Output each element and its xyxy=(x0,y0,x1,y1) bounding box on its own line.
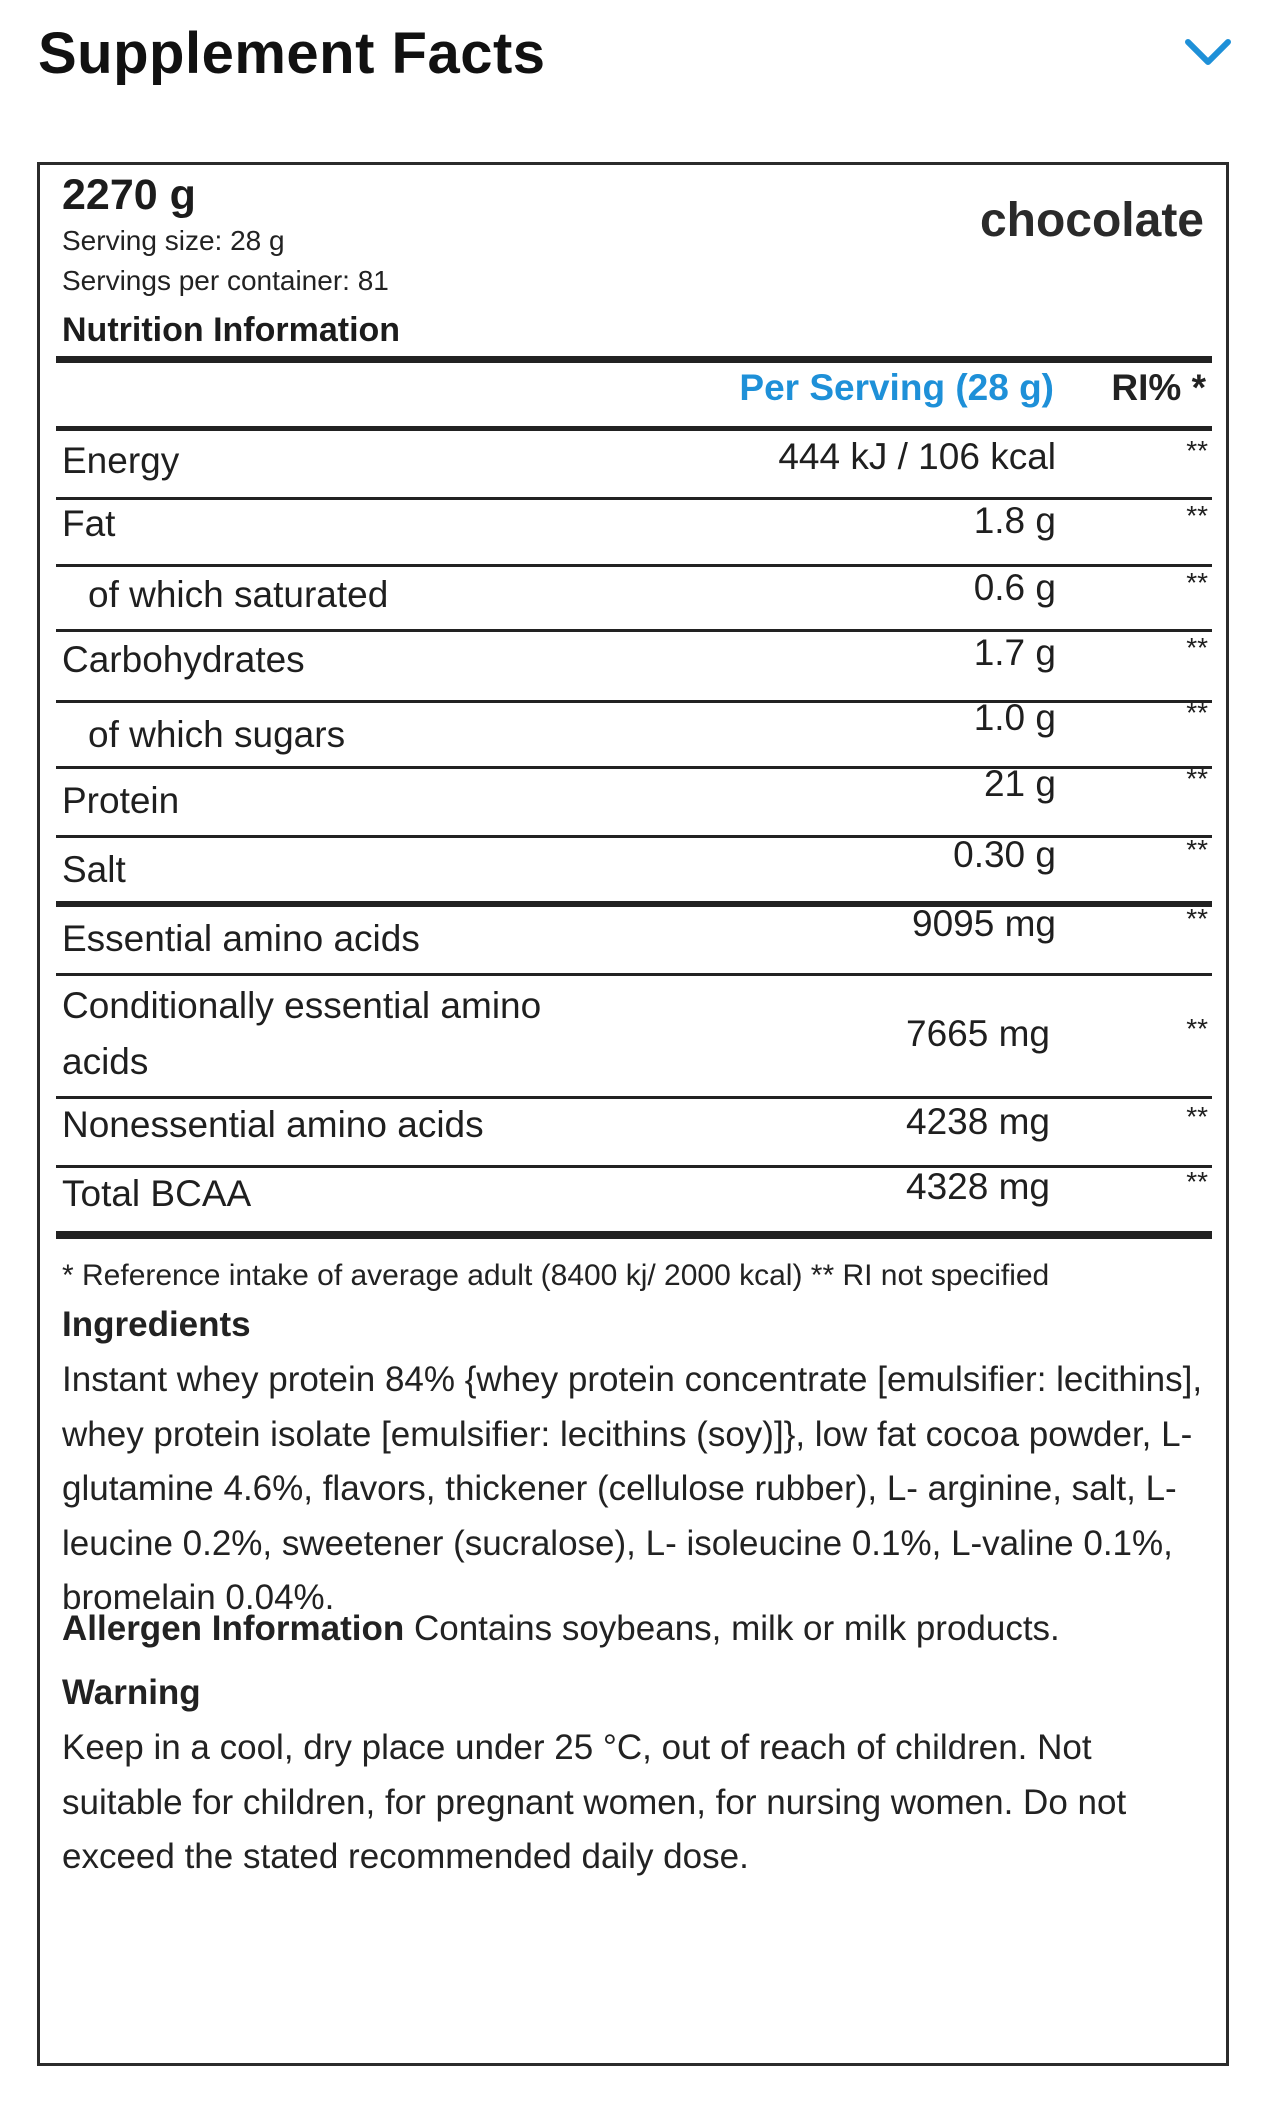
row-value: 7665 mg xyxy=(906,1013,1050,1054)
nutrition-heading: Nutrition Information xyxy=(62,311,401,349)
table-row xyxy=(56,632,1212,700)
row-label: Carbohydrates xyxy=(62,639,305,680)
table-row xyxy=(56,697,1212,766)
row-label: Total BCAA xyxy=(62,1173,252,1214)
ri-header: RI% * xyxy=(1111,367,1206,408)
allergen-text: Contains soybeans, milk or milk products. xyxy=(404,1609,1060,1648)
row-value: 1.7 g xyxy=(973,632,1056,673)
row-label: Protein xyxy=(62,780,180,821)
row-ri: ** xyxy=(1186,500,1208,531)
table-row xyxy=(56,1168,1212,1231)
per-serving-header: Per Serving (28 g) xyxy=(739,367,1054,408)
table-row xyxy=(56,903,1212,973)
heavy-divider xyxy=(56,356,1212,363)
warning-heading: Warning xyxy=(62,1673,201,1712)
warning-text: Keep in a cool, dry place under 25 °C, out of reach of children. Not suitable for children, for pregnant women, for nursing women. Do not exceed the stated recommended daily dose. xyxy=(62,1728,1127,1876)
row-ri: ** xyxy=(1186,763,1208,794)
row-ri: ** xyxy=(1186,1101,1208,1132)
row-ri: ** xyxy=(1186,697,1208,728)
row-value: 0.6 g xyxy=(973,567,1056,608)
row-label: of which saturated xyxy=(88,574,389,615)
table-row xyxy=(56,500,1212,564)
table-row xyxy=(56,763,1212,835)
servings-per-container: Servings per container: 81 xyxy=(62,265,389,296)
heavy-divider xyxy=(56,1231,1212,1239)
row-value: 1.8 g xyxy=(973,500,1056,541)
table-row xyxy=(56,567,1212,629)
row-value: 1.0 g xyxy=(973,697,1056,738)
row-label: Nonessential amino acids xyxy=(62,1104,484,1145)
row-ri: ** xyxy=(1186,632,1208,663)
row-ri: ** xyxy=(1186,903,1208,934)
reference-intake-footnote: * Reference intake of average adult (8400 kj/ 2000 kcal) ** RI not specified xyxy=(62,1259,1050,1292)
row-label: Fat xyxy=(62,503,116,544)
ingredients-text: Instant whey protein 84% {whey protein concentrate [emulsifier: lecithins], whey protein isolate [emulsifier: lecithins (soy)]}, low fat cocoa powder, L-glutamine 4.6%, flavors, thickener (cellulose rubber), L- arginine, salt, L-leucine 0.2%, sweetener (sucralose), L- isoleucine 0.1%, L-valine 0.1%, bromelain 0.04%. xyxy=(62,1360,1203,1617)
row-label: Energy xyxy=(62,440,180,481)
row-label: Essential amino acids xyxy=(62,918,420,959)
row-value: 21 g xyxy=(983,763,1056,804)
table-row xyxy=(56,431,1212,497)
row-value: 4328 mg xyxy=(906,1166,1050,1207)
row-label: of which sugars xyxy=(88,714,346,755)
row-label: Conditionally essential amino acids xyxy=(62,985,542,1082)
table-row xyxy=(56,1099,1212,1165)
allergen-heading: Allergen Information xyxy=(62,1609,405,1648)
table-row xyxy=(56,834,1212,902)
row-ri: ** xyxy=(1186,1013,1208,1044)
page-title: Supplement Facts xyxy=(38,21,546,86)
allergen-information xyxy=(62,1609,1060,1649)
row-ri: ** xyxy=(1186,1166,1208,1197)
net-weight: 2270 g xyxy=(62,171,196,219)
row-value: 4238 mg xyxy=(906,1101,1050,1142)
row-value: 9095 mg xyxy=(912,903,1056,944)
table-row xyxy=(56,976,1212,1096)
serving-size: Serving size: 28 g xyxy=(62,225,285,256)
ingredients-heading: Ingredients xyxy=(62,1305,251,1344)
row-label: Salt xyxy=(62,849,126,890)
row-ri: ** xyxy=(1186,567,1208,598)
collapse-toggle-button[interactable] xyxy=(1178,28,1238,78)
row-ri: ** xyxy=(1186,435,1208,466)
page-header xyxy=(0,0,1272,120)
supplement-facts-panel xyxy=(37,162,1229,2066)
row-value: 444 kJ / 106 kcal xyxy=(778,436,1056,477)
row-ri: ** xyxy=(1186,834,1208,865)
flavor-label: chocolate xyxy=(979,194,1204,247)
chevron-down-icon[interactable] xyxy=(1178,28,1238,78)
row-value: 0.30 g xyxy=(953,834,1056,875)
